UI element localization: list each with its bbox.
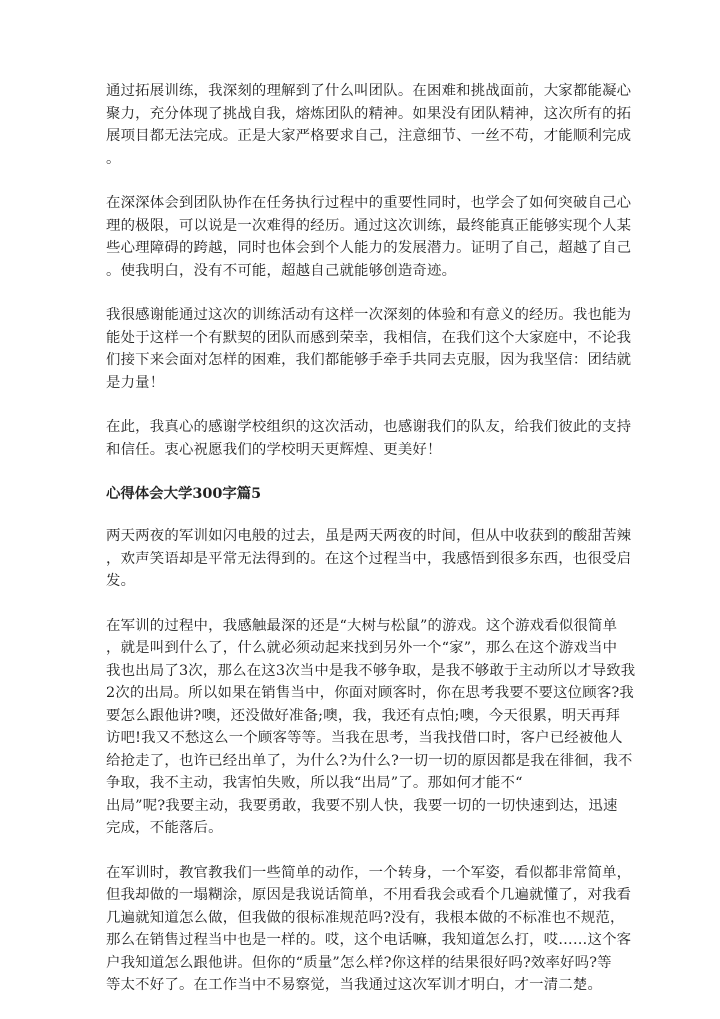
- text-line: 访吧!我又不愁这么一个顾客等等。当我在思考，当我找借口时，客户已经被他人: [106, 730, 623, 746]
- text-line: 户我知道怎么跟他讲。但你的“质量”怎么样?你这样的结果很好吗?效率好吗?等: [106, 954, 612, 971]
- text-line: 发。: [106, 573, 136, 589]
- text-line: 给抢走了，也许已经出单了，为什么?为什么?一切一切的原因都是我在徘徊，我不: [106, 752, 633, 769]
- paragraph: [106, 416, 632, 461]
- paragraph: [106, 192, 632, 282]
- text-line: 通过拓展训练，我深刻的理解到了什么叫团队。在困难和挑战面前，大家都能凝心: [106, 83, 632, 99]
- paragraph: [106, 862, 632, 997]
- section-heading: 心得体会大学300字篇5: [106, 485, 262, 502]
- paragraph: [106, 525, 632, 593]
- text-line: 出局”呢?我要主动，我要勇敢，我要不别人快，我要一切的一切快速到达，迅速: [106, 797, 618, 814]
- text-line: 是力量！: [106, 374, 165, 391]
- text-line: 。使我明白，没有不可能，超越自己就能够创造奇迹。: [106, 262, 457, 279]
- text-line: 在深深体会到团队协作在任务执行过程中的重要性同时，也学会了如何突破自己心: [106, 195, 632, 211]
- text-line: 但我却做的一塌糊涂，原因是我说话简单，不用看我会或看个几遍就懂了，对我看: [106, 887, 632, 903]
- text-line: 。: [106, 150, 121, 167]
- text-line: 两天两夜的军训如闪电般的过去，虽是两天两夜的时间，但从中收获到的酸甜苦辣: [106, 528, 632, 544]
- text-line: 些心理障碍的跨越，同时也体会到个人能力的发展潜力。证明了自己，超越了自己: [106, 240, 632, 256]
- paragraph: [106, 304, 632, 394]
- paragraph: [106, 615, 636, 840]
- document-page: [106, 80, 636, 1019]
- text-line: 理的极限，可以说是一次难得的经历。通过这次训练，最终能真正能够实现个人某: [106, 217, 632, 234]
- section-reflection: [106, 80, 632, 461]
- text-line: 在此，我真心的感谢学校组织的这次活动，也感谢我们的队友，给我们彼此的支持: [106, 419, 632, 435]
- text-line: 要怎么跟他讲?噢，还没做好准备;噢，我，我还有点怕;噢，今天很累，明天再拜: [106, 707, 621, 724]
- text-line: 我也出局了3次，那么在这3次当中是我不够争取，是我不够敢于主动所以才导致我: [106, 662, 636, 679]
- paragraph: [106, 80, 632, 170]
- text-line: 和信任。衷心祝愿我们的学校明天更辉煌、更美好！: [106, 441, 442, 458]
- text-line: 在军训时，教官教我们一些简单的动作，一个转身，一个军姿，看似都非常简单，: [106, 864, 632, 881]
- text-line: 2次的出局。所以如果在销售当中，你面对顾客时，你在思考我要不要这位顾客?我: [106, 685, 634, 701]
- text-line: ，欢声笑语却是平常无法得到的。在这个过程当中，我感悟到很多东西，也很受启: [106, 550, 632, 567]
- text-line: 在军训的过程中，我感触最深的还是“大树与松鼠”的游戏。这个游戏看似很简单: [106, 617, 618, 634]
- text-line: 等太不好了。在工作当中不易察觉，当我通过这次军训才明白，才一清二楚。: [106, 977, 603, 993]
- text-line: 们接下来会面对怎样的困难，我们都能够手牵手共同去克服，因为我坚信：团结就: [106, 352, 632, 368]
- text-line: 几遍就知道怎么做，但我做的很标准规范吗?没有，我根本做的不标准也不规范，: [106, 909, 625, 926]
- text-line: 我很感谢能通过这次的训练活动有这样一次深刻的体验和有意义的经历。我也能为: [106, 307, 632, 323]
- text-line: 争取，我不主动，我害怕失败，所以我“出局”了。那如何才能不“: [106, 775, 523, 791]
- text-line: 展项目都无法完成。正是大家严格要求自己，注意细节、一丝不苟，才能顺利完成: [106, 128, 632, 144]
- text-line: 能处于这样一个有默契的团队而感到荣幸，我相信，在我们这个大家庭中，不论我: [106, 329, 632, 346]
- text-line: 聚力，充分体现了挑战自我，熔炼团队的精神。如果没有团队精神，这次所有的拓: [106, 105, 632, 122]
- section-military-training: [106, 525, 636, 997]
- text-line: 完成，不能落后。: [106, 820, 223, 836]
- text-line: ，就是叫到什么了，什么就必须动起来找到另外一个“家”，那么在这个游戏当中: [106, 640, 618, 656]
- text-line: 那么在销售过程当中也是一样的。哎，这个电话嘛，我知道怎么打，哎……这个客: [106, 932, 632, 948]
